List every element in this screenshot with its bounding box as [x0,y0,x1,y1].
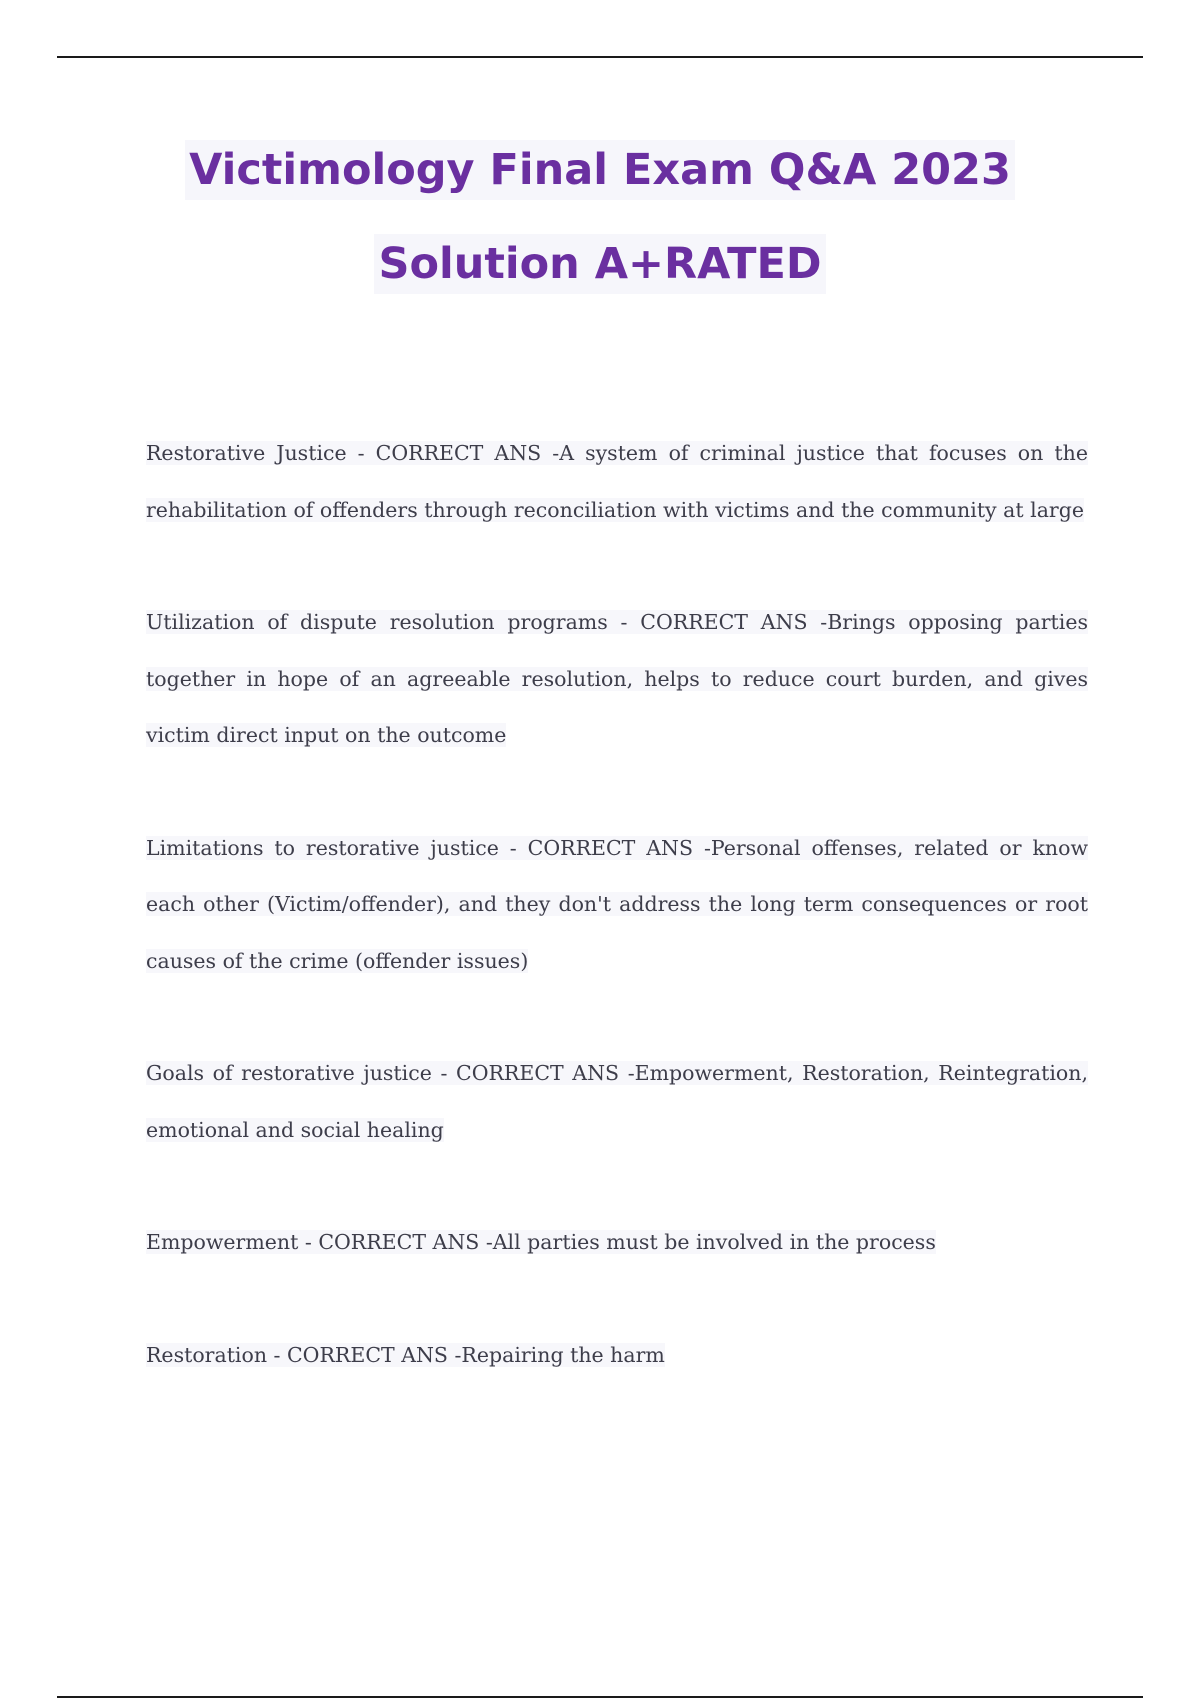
top-rule [57,56,1143,58]
qa-entry [146,1214,1088,1271]
qa-entry-text: Goals of restorative justice - CORRECT ANS -Empowerment, Restoration, Reintegration, emotional and social healing [146,1061,1088,1142]
qa-entry-text: Restoration - CORRECT ANS -Repairing the harm [146,1342,665,1367]
qa-entry [146,594,1088,764]
qa-entry-text: Limitations to restorative justice - CORRECT ANS -Personal offenses, related or know each other (Victim/offender), and they don't address the long term consequences or root causes of the crime (offender issues) [146,835,1088,973]
qa-entry [146,425,1088,538]
document-title [0,140,1200,328]
qa-entry [146,1327,1088,1384]
qa-entry [146,820,1088,990]
qa-entry-text: Empowerment - CORRECT ANS -All parties must be involved in the process [146,1230,936,1254]
qa-entry [146,1045,1088,1158]
qa-entry-text: Restorative Justice - CORRECT ANS -A system of criminal justice that focuses on the rehabilitation of offenders through reconciliation with victims and the community at large [146,441,1088,522]
qa-entry-text: Utilization of dispute resolution programs - CORRECT ANS -Brings opposing parties together in hope of an agreeable resolution, helps to reduce court burden, and gives victim direct input on the outcome [146,610,1088,747]
qa-list [146,425,1088,1439]
title-line-1: Victimology Final Exam Q&A 2023 [185,140,1015,200]
bottom-rule [57,1696,1143,1698]
title-line-2: Solution A+RATED [374,234,825,294]
